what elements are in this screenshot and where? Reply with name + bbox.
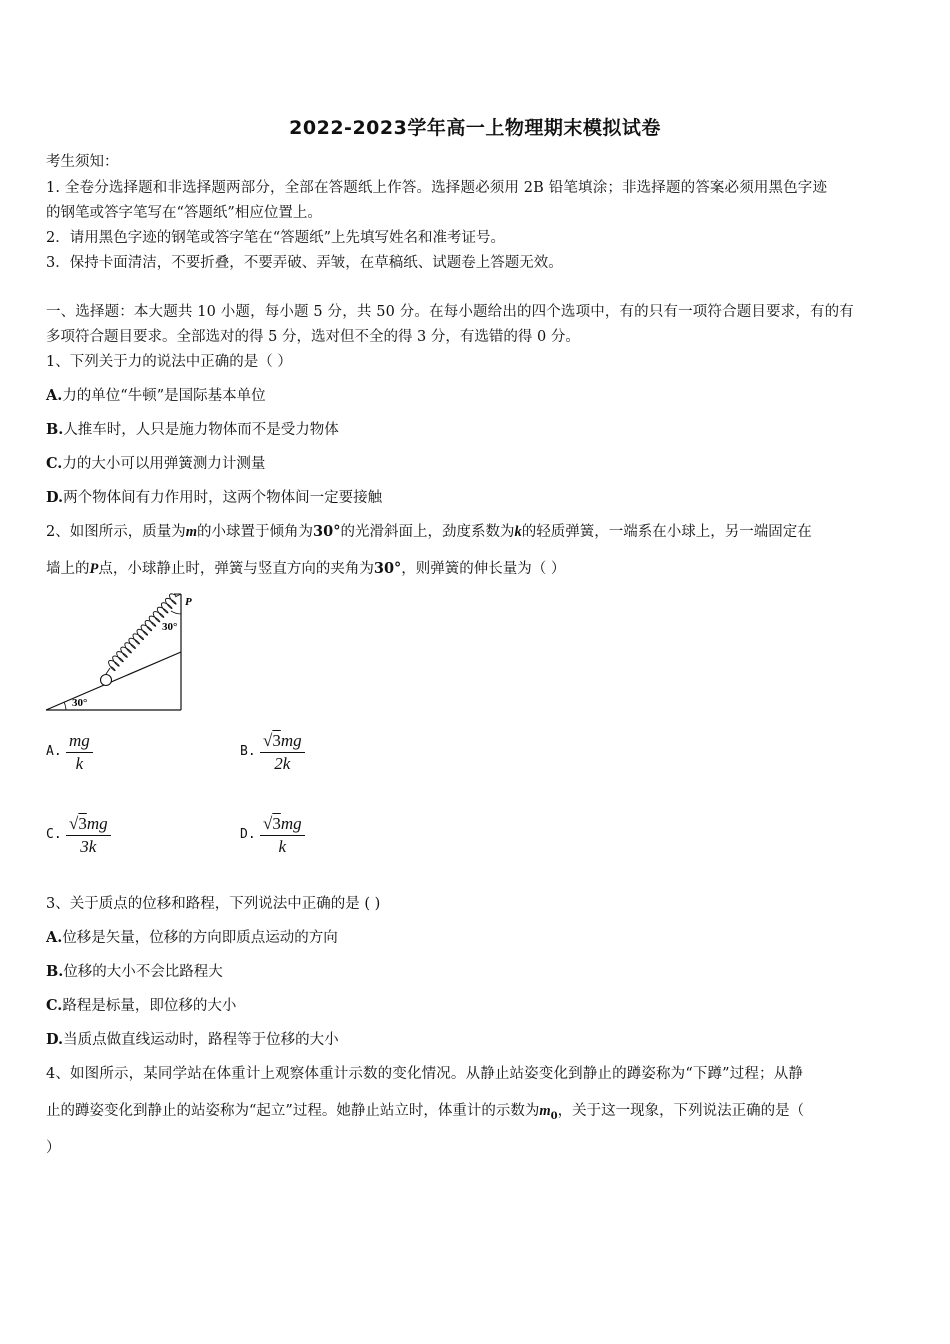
var-p: P (89, 561, 99, 577)
option-text: 力的单位“牛顿”是国际基本单位 (62, 388, 266, 404)
q1-stem: 1、下列关于力的说法中正确的是（ ） (46, 354, 292, 370)
option-label: C. (46, 455, 63, 472)
label-angle-top: 30° (162, 621, 178, 633)
section-intro-1: 一、选择题：本大题共 10 小题，每小题 5 分，共 50 分。在每小题给出的四个选项中，有的只有一项符合题目要求，有的有 (46, 304, 854, 320)
answer-letter: D. (240, 827, 256, 842)
text: ，关于这一现象，下列说法正确的是（ (557, 1103, 805, 1119)
subscript: 0 (550, 1110, 558, 1122)
sqrt-sign: √3 (263, 731, 281, 750)
top-angle-arc (171, 611, 181, 614)
text: 2、如图所示，质量为 (46, 524, 186, 540)
option-text: 路程是标量，即位移的大小 (62, 998, 237, 1014)
text: 的小球置于倾角为 (197, 524, 314, 540)
radicand: 3 (272, 731, 281, 750)
q1-option-a (46, 386, 266, 406)
text: 的光滑斜面上，劲度系数为 (340, 524, 515, 540)
fraction (260, 730, 305, 775)
fraction (66, 730, 93, 775)
option-text: 位移的大小不会比路程大 (63, 964, 223, 980)
option-label: C. (46, 997, 63, 1014)
text: 点，小球静止时，弹簧与竖直方向的夹角为 (98, 561, 374, 577)
radicand: 3 (272, 814, 281, 833)
notice-item-1: 1. 全卷分选择题和非选择题两部分，全部在答题纸上作答。选择题必须用 2B 铅笔填涂；非选择题的答案必须用黑色字迹 (46, 180, 828, 196)
text: 墙上的 (46, 561, 90, 577)
q2-stem-line2 (46, 559, 565, 579)
q4-stem-line2 (46, 1101, 804, 1127)
denominator: k (278, 837, 287, 856)
var-k: k (514, 524, 522, 540)
fraction (260, 813, 305, 858)
numerator (260, 813, 305, 836)
label-angle-bottom: 30° (72, 697, 88, 709)
section-intro-2: 多项符合题目要求。全部选对的得 5 分，选对但不全的得 3 分，有选错的得 0 分。 (46, 329, 580, 345)
sqrt-sign: √3 (69, 814, 87, 833)
numerator-rest: mg (86, 814, 108, 833)
q3-option-b (46, 962, 223, 982)
q2-stem-line1 (46, 522, 812, 542)
q3-option-d (46, 1030, 339, 1050)
q3-stem: 3、关于质点的位移和路程，下列说法中正确的是 ( ) (46, 896, 381, 912)
q1-option-d (46, 488, 382, 508)
answer-letter: C. (46, 827, 62, 842)
notice-item-2: 2．请用黑色字迹的钢笔或答字笔在“答题纸”上先填写姓名和准考证号。 (46, 230, 506, 246)
ball (101, 675, 112, 686)
option-text: 位移是矢量，位移的方向即质点运动的方向 (62, 930, 338, 946)
numerator (260, 730, 305, 753)
option-text: 人推车时，人只是施力物体而不是受力物体 (63, 422, 339, 438)
numerator-rest: mg (280, 814, 302, 833)
numerator (66, 813, 111, 836)
option-label: A. (46, 387, 63, 404)
radicand: 3 (78, 814, 87, 833)
answer-letter: A. (46, 744, 62, 759)
text: ，则弹簧的伸长量为（ ） (401, 561, 566, 577)
angle-value: 30° (373, 560, 402, 577)
option-label: B. (46, 963, 64, 980)
bottom-angle-arc (64, 702, 66, 710)
angle-value: 30° (313, 523, 341, 540)
q4-stem-line3: ） (46, 1140, 61, 1156)
denominator: 3k (80, 837, 97, 856)
q3-option-c (46, 996, 236, 1016)
q1-option-b (46, 420, 339, 440)
incline-spring-figure (40, 588, 200, 714)
label-p: P (185, 596, 192, 608)
option-label: B. (46, 421, 64, 438)
q3-option-a (46, 928, 338, 948)
option-label: D. (46, 1031, 64, 1048)
notice-heading: 考生须知： (46, 154, 119, 170)
option-label: A. (46, 929, 63, 946)
q4-stem-line1: 4、如图所示，某同学站在体重计上观察体重计示数的变化情况。从静止站姿变化到静止的蹲姿称为“下蹲”过程；从静 (46, 1066, 803, 1082)
q1-option-c (46, 454, 265, 474)
option-text: 两个物体间有力作用时，这两个物体间一定要接触 (63, 490, 383, 506)
fraction (66, 813, 111, 858)
denominator: k (75, 754, 84, 773)
text: 止的蹲姿变化到静止的站姿称为“起立”过程。她静止站立时，体重计的示数为 (46, 1103, 540, 1119)
option-label: D. (46, 489, 64, 506)
spring-start (106, 668, 110, 674)
var-m: m (539, 1103, 551, 1119)
option-text: 当质点做直线运动时，路程等于位移的大小 (63, 1032, 339, 1048)
answer-letter: B. (240, 744, 256, 759)
notice-item-3: 3．保持卡面清洁，不要折叠，不要弄破、弄皱，在草稿纸、试题卷上答题无效。 (46, 255, 563, 271)
exam-title: 2022-2023学年高一上物理期末模拟试卷 (289, 117, 661, 139)
numerator: mg (66, 730, 93, 753)
numerator-rest: mg (280, 731, 302, 750)
option-text: 力的大小可以用弹簧测力计测量 (62, 456, 266, 472)
sqrt-sign: √3 (263, 814, 281, 833)
var-m: m (185, 524, 198, 540)
text: 的轻质弹簧，一端系在小球上，另一端固定在 (521, 524, 812, 540)
notice-item-1-cont: 的钢笔或答字笔写在“答题纸”相应位置上。 (46, 205, 322, 221)
denominator: 2k (274, 754, 291, 773)
